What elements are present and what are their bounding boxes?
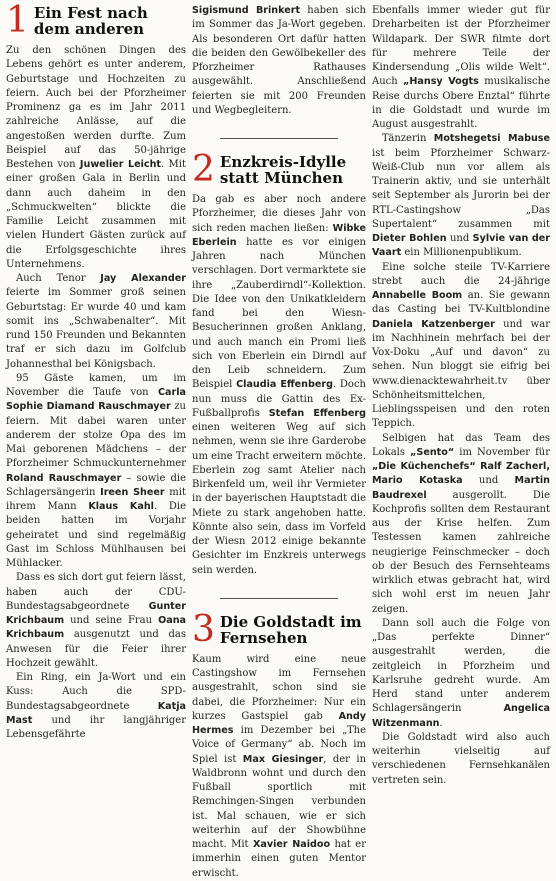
section-divider <box>220 138 338 139</box>
column-2 <box>192 4 366 881</box>
story-3-body-continued <box>372 4 550 788</box>
story-2-title: Enzkreis-Idylle statt München <box>219 153 347 187</box>
text-run: . Mit einer großen Gala in Berlin und dann auch daheim in den „Schmuckwelten“ blickte die Familie Leicht zusammen mit vielen Hundert Gästen zurück auf die Erfolgsgeschichte ihres Unternehmens. <box>6 159 186 270</box>
name-highlight: Stefan Effenberg <box>268 407 366 419</box>
name-highlight: Jay Alexander <box>100 273 186 284</box>
text-run: . Doch nun muss die Gattin des Ex-Fußballprofis <box>192 379 366 419</box>
story-2-body <box>192 193 366 578</box>
paragraph <box>192 4 366 118</box>
text-run: – sowie die Schlagersängerin <box>6 472 186 498</box>
paragraph <box>6 372 186 572</box>
story-1-heading <box>6 0 186 41</box>
column-3 <box>372 4 550 788</box>
text-run: zu feiern. Mit dabei waren unter anderem der stolze Opa des im Mai geborenen Mädchens – der Pforzheimer Schmuckunternehmer <box>6 401 187 470</box>
text-run: haben sich im Sommer das Ja-Wort gegeben. Als besonderen Ort dafür hatten die beiden den Gewölbekeller des Pforzheimer Rathauses ausgewählt. Anschließend feierten sie mit 200 Freunden und Wegbegleitern. <box>192 5 366 116</box>
text-run: im Dezember bei „The Voice of Germany“ ab. Noch im Spiel ist <box>192 725 366 765</box>
text-run: Ein Ring, ein Ja-Wort und ein Kuss: Auch die SPD-Bundestagsabgeordnete <box>6 672 186 712</box>
paragraph <box>6 671 186 742</box>
text-run: und seine Frau <box>64 615 159 626</box>
story-3-number: 3 <box>192 608 215 650</box>
text-run: Kaum wird eine neue Castingshow im Fernsehen ausgestrahlt, schon sind sie dabei, die Pforzheimer: Nur ein kurzes Gastspiel gab <box>192 653 366 722</box>
name-highlight: Angelica Witzenmann <box>372 703 550 729</box>
name-highlight: Ireen Sheer <box>100 486 165 498</box>
paragraph <box>372 261 550 432</box>
text-run: mit ihrem Mann <box>6 486 186 512</box>
text-run: im November für <box>454 446 550 458</box>
text-run: musikalische Reise durchs Obere Enztal“ führte in die Goldstadt und wurde im August ausgestrahlt. <box>372 76 550 130</box>
text-run: , der in Waldbronn wohnt und durch den Fußball sportlich mit Remchingen-Singen verbunden ist. Mal schauen, wie er sich weiterhin auf der Showbühne macht. Mit <box>192 753 367 850</box>
text-run: hat er immerhin einen guten Mentor erwischt. <box>192 839 366 879</box>
text-run: Tänzerin <box>382 133 434 145</box>
name-highlight: Katja Mast <box>6 700 186 726</box>
name-highlight: Claudia Effenberg <box>236 379 333 391</box>
story-1-body-continued <box>192 4 366 118</box>
name-highlight: Dieter Bohlen <box>372 233 447 244</box>
text-run: Zu den schönen Dingen des Lebens gehört es unter anderem, Geburtstage und Hochzeiten zu feiern. Auch bei der Pforzheimer Prominenz ga es im Jahr 2011 zahlreiche Anlässe, auf die angestoßen werden durfte. Zum Beispiel auf das 50-jährige Bestehen von <box>6 45 186 170</box>
text-run: und <box>446 233 473 244</box>
story-1-body <box>6 44 186 742</box>
section-divider <box>220 598 338 599</box>
name-highlight: Martin Baudrexel <box>372 475 551 501</box>
name-highlight: Wibke Eberlein <box>192 222 366 248</box>
text-run: Eine solche steile TV-Karriere strebt auch die 24-jährige <box>372 261 550 287</box>
story-2-heading <box>192 149 366 190</box>
text-run: und war im Nachhinein mehrfach bei der Vox-Doku „Auf und davon“ zu sehen. Nun bloggt sie eifrig bei www.dienacktewahrheit.tv über Schönheitsmittelchen, Lieblingsspeisen und den roten Teppich. <box>372 318 550 430</box>
paragraph <box>192 193 366 578</box>
text-run: ausgenutzt und das Anwesen für die Feier ihrer Hochzeit gewählt. <box>6 629 186 669</box>
name-highlight: Sylvie van der Vaart <box>372 233 551 259</box>
text-run: Da gab es aber noch andere Pforzheimer, die dieses Jahr von sich reden machen ließen: <box>192 194 366 234</box>
name-highlight: Klaus Kahl <box>88 501 154 512</box>
story-1-title: Ein Fest nach dem anderen <box>33 4 148 38</box>
name-highlight: Andy Hermes <box>192 710 366 736</box>
text-run: Auch Tenor <box>16 273 101 284</box>
name-highlight: Carla Sophie Diamand Rauschmayer <box>6 387 186 413</box>
story-3-heading <box>192 608 366 650</box>
paragraph <box>6 44 186 272</box>
name-highlight: Juwelier Leicht <box>79 159 162 170</box>
paragraph <box>372 432 550 617</box>
story-2-number: 2 <box>192 149 215 190</box>
text-run: hatte es vor einigen Jahren nach München verschlagen. Dort vermarktete sie ihre „Zauberdirndl“-Kollektion. Die Idee von den Unikatkleidern fand bei den Wiesn-Besucherinnen großen Anklang, und auch manch ein Promi ließ sich von Eberlein ein Dirndl auf den Leib schneidern. Zum Beispiel <box>192 236 366 391</box>
text-run: feierte im Sommer groß seinen Geburtstag: Er wurde 40 und kam somit ins „Schwabenalter“. Mit rund 150 Freunden und Bekannten traf er sich dazu im Golfclub Johannesthal bei Königsbach. <box>6 287 186 370</box>
name-highlight: Gunter Krichbaum <box>6 600 186 626</box>
paragraph <box>372 4 550 132</box>
text-run: an. Sie gewann das Casting bei TV-Kultblondine <box>372 290 550 316</box>
name-highlight: Roland Rauschmayer <box>6 472 122 484</box>
text-run: . <box>439 717 443 729</box>
paragraph <box>6 571 186 671</box>
text-run: Die Goldstadt wird also auch weiterhin vielseitig auf verschiedenen Fernsehkanälen vertreten sein. <box>372 731 550 786</box>
name-highlight: Oana Krichbaum <box>6 615 186 641</box>
paragraph <box>372 617 550 731</box>
column-1 <box>6 0 187 742</box>
text-run: einen weiteren Weg auf sich nehmen, wenn sie ihre Garderobe um eine Tracht erweitern möchte. Eberlein zog samt Atelier nach Birkenfeld um, weil ihr Vermieter in der bayerischen Hauptstadt die Miete zu stark angehoben hatte. Könnte also sein, dass im Vorfeld der Wiesn 2012 einige bekannte Gesichter im Enzkreis unterwegs sein werden. <box>192 422 366 576</box>
name-highlight: Daniela Katzenberger <box>372 318 495 330</box>
name-highlight: Xavier Naidoo <box>252 839 331 850</box>
paragraph <box>6 272 186 372</box>
paragraph <box>192 653 366 881</box>
text-run: 95 Gäste kamen, um im November die Taufe von <box>6 372 186 398</box>
text-run: . Die beiden hatten im Vorjahr geheiratet und sind regelmäßig Gast im Schloss Mühlhausen bei Mühlacker. <box>6 501 186 569</box>
name-highlight: Sigismund Brinkert <box>192 5 301 16</box>
name-highlight: Annabelle Boom <box>372 290 463 301</box>
paragraph <box>372 132 550 260</box>
paragraph <box>372 731 550 788</box>
name-highlight: Max Giesinger <box>242 753 324 765</box>
text-run: ausgerollt. Die Kochprofis sollten dem Restaurant aus der Krise helfen. Zum Testessen kamen zahlreiche neugierige Feinschmecker – doch ob der Besuch des Fernsehteams wirklich etwas gebracht hat, wird sich wohl erst im neuen Jahr zeigen. <box>372 489 550 615</box>
text-run: und ihr langjähriger Lebensgefährte <box>6 714 186 740</box>
text-run: Dass es sich dort gut feiern lässt, haben auch der CDU-Bundestagsabgeordnete <box>6 572 186 612</box>
text-run: Selbigen hat das Team des Lokals <box>372 432 550 458</box>
text-run: Dann soll auch die Folge von „Das perfekte Dinner“ ausgestrahlt werden, die zeitgleich in Pforzheim und Karlsruhe gedreht wurde. Am Herd stand unter anderem Schlagersängerin <box>372 617 550 715</box>
name-highlight: „Hansy Vogts <box>403 76 479 88</box>
story-3-body <box>192 653 366 881</box>
story-1-number: 1 <box>6 0 29 41</box>
name-highlight: „Sento“ <box>410 446 455 458</box>
text-run: ist beim Pforzheimer Schwarz-Weiß-Club nun vor allem als Trainerin aktiv, und sie unterhält seit September als Jurorin bei der RTL-Castingshow „Das Supertalent“ zusammen mit <box>372 147 550 230</box>
text-run: ein Millionenpublikum. <box>401 247 522 259</box>
story-3-title: Die Goldstadt im Fernsehen <box>219 612 362 647</box>
name-highlight: „Die Küchenchefs“ Ralf Zacherl, Mario Kotaska <box>372 461 550 487</box>
text-run: Ebenfalls immer wieder gut für Dreharbeiten ist der Pforzheimer Wildapark. Der SWR filmte dort für mehrere Teile der Kindersendung „Olis wilde Welt“. Auch <box>372 5 550 88</box>
name-highlight: Motshegetsi Mabuse <box>433 133 550 145</box>
text-run: und <box>462 475 515 487</box>
